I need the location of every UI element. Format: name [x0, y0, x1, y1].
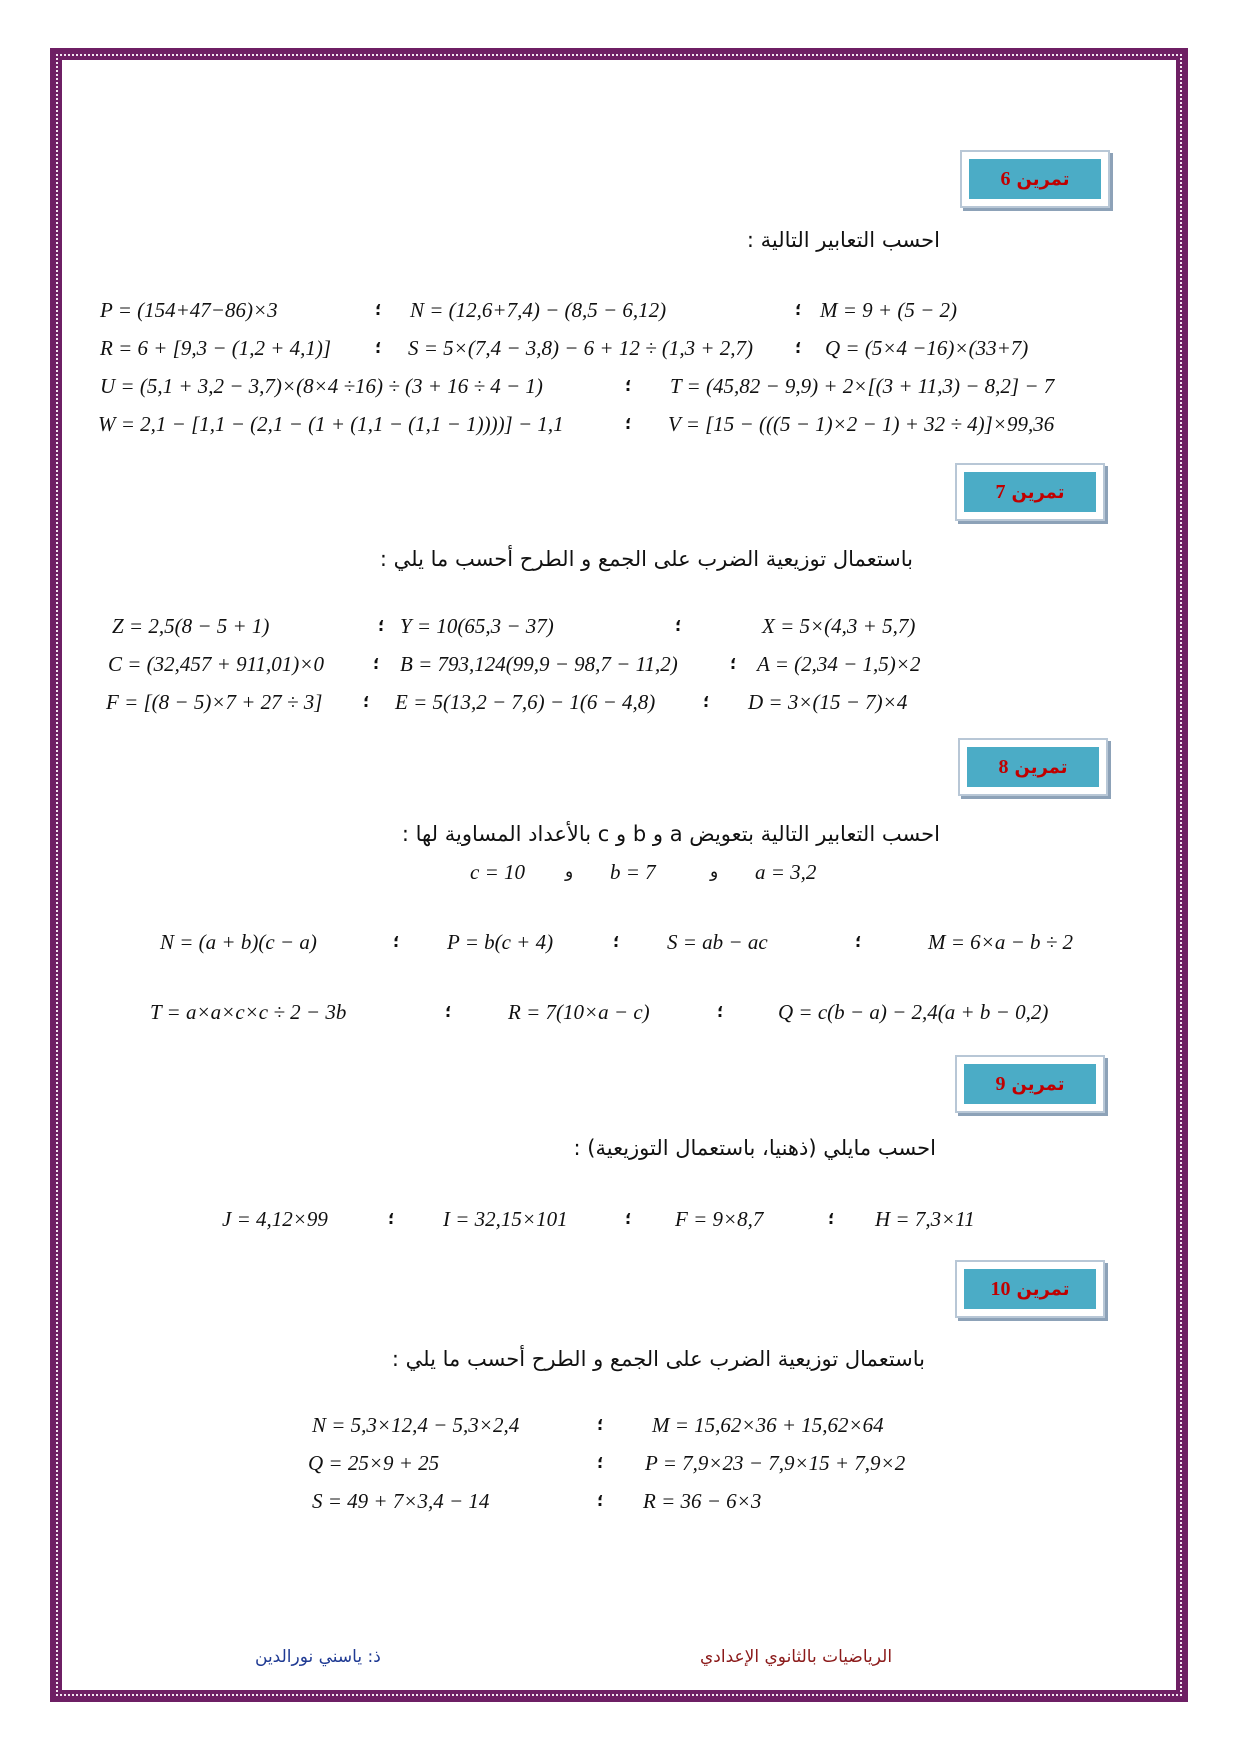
exercise-8-expr-Q: Q = c(b − a) − 2,4(a + b − 0,2): [778, 1000, 1049, 1024]
exercise-10-title-word: تمرين: [1016, 1278, 1070, 1300]
exercise-10-expr-M: M = 15,62×36 + 15,62×64: [652, 1413, 884, 1437]
exercise-6-expr-V: V = [15 − (((5 − 1)×2 − 1) + 32 ÷ 4)]×99,36: [668, 412, 1055, 436]
exercise-7-expr-B: B = 793,124(99,9 − 98,7 − 11,2): [400, 652, 678, 676]
exercise-9-title-box: [955, 1055, 1105, 1113]
exercise-6-expr-R: R = 6 + [9,3 − (1,2 + 4,1)]: [100, 336, 332, 360]
exercise-8-expr-P: P = b(c + 4): [447, 930, 554, 954]
exercise-8-and-1: و: [565, 862, 574, 882]
exercise-10-title-number: 10: [990, 1277, 1011, 1300]
exercise-8-value-a: a = 3,2: [755, 860, 817, 884]
exercise-9-expr-I: I = 32,15×101: [443, 1207, 568, 1231]
exercise-6-expr-M: M = 9 + (5 − 2): [820, 298, 957, 322]
separator: ؛: [445, 1002, 452, 1021]
exercise-9-expr-F: F = 9×8,7: [675, 1207, 764, 1231]
exercise-9-title-number: 9: [995, 1072, 1006, 1095]
exercise-7-title-number: 7: [995, 480, 1006, 503]
exercise-10-instruction: باستعمال توزيعية الضرب على الجمع و الطرح أحسب ما يلي :: [391, 1347, 925, 1371]
footer-subject: الرياضيات بالثانوي الإعدادي: [700, 1647, 893, 1667]
exercise-8-expr-T: T = a×a×c×c ÷ 2 − 3b: [150, 1000, 347, 1024]
exercise-6-title-number: 6: [1000, 167, 1011, 190]
exercise-10-title-box: [955, 1260, 1105, 1318]
exercise-10-expr-P: P = 7,9×23 − 7,9×15 + 7,9×2: [645, 1451, 906, 1475]
separator: ؛: [597, 1491, 604, 1510]
separator: ؛: [730, 654, 737, 673]
exercise-8-title-word: تمرين: [1014, 756, 1068, 778]
separator: ؛: [625, 414, 632, 433]
separator: ؛: [625, 1209, 632, 1228]
separator: ؛: [375, 338, 382, 357]
exercise-9-expr-J: J = 4,12×99: [222, 1207, 328, 1231]
exercise-6-expr-U: U = (5,1 + 3,2 − 3,7)×(8×4 ÷16) ÷ (3 + 16 ÷ 4 − 1): [100, 374, 543, 398]
exercise-8-expr-S: S = ab − ac: [667, 930, 768, 954]
exercise-6-title-box: [960, 150, 1110, 208]
exercise-8-value-c: c = 10: [470, 860, 525, 884]
exercise-6-instruction: احسب التعابير التالية :: [746, 228, 940, 252]
exercise-8-expr-M: M = 6×a − b ÷ 2: [928, 930, 1074, 954]
separator: ؛: [388, 1209, 395, 1228]
exercise-8-expr-N: N = (a + b)(c − a): [160, 930, 317, 954]
separator: ؛: [363, 692, 370, 711]
exercise-7-expr-A: A = (2,34 − 1,5)×2: [757, 652, 921, 676]
separator: ؛: [828, 1209, 835, 1228]
separator: ؛: [597, 1415, 604, 1434]
separator: ؛: [375, 300, 382, 319]
separator: ؛: [675, 616, 682, 635]
exercise-6-title-word: تمرين: [1016, 168, 1070, 190]
exercise-6-expr-N: N = (12,6+7,4) − (8,5 − 6,12): [410, 298, 667, 322]
exercise-7-expr-X: X = 5×(4,3 + 5,7): [762, 614, 916, 638]
separator: ؛: [625, 376, 632, 395]
exercise-7-expr-E: E = 5(13,2 − 7,6) − 1(6 − 4,8): [395, 690, 656, 714]
exercise-6-expr-W: W = 2,1 − [1,1 − (2,1 − (1 + (1,1 − (1,1 − 1))))] − 1,1: [98, 412, 564, 436]
exercise-7-expr-Y: Y = 10(65,3 − 37): [400, 614, 554, 638]
exercise-10-expr-R: R = 36 − 6×3: [643, 1489, 762, 1513]
separator: ؛: [597, 1453, 604, 1472]
exercise-9-instruction: احسب مايلي (ذهنيا، باستعمال التوزيعية) :: [573, 1136, 936, 1160]
exercise-8-and-2: و: [710, 862, 719, 882]
separator: ؛: [717, 1002, 724, 1021]
exercise-7-title-box: [955, 463, 1105, 521]
exercise-8-value-b: b = 7: [610, 860, 656, 884]
exercise-9-expr-H: H = 7,3×11: [875, 1207, 975, 1231]
exercise-8-expr-R: R = 7(10×a − c): [508, 1000, 650, 1024]
exercise-6-expr-S: S = 5×(7,4 − 3,8) − 6 + 12 ÷ (1,3 + 2,7): [408, 336, 754, 360]
exercise-6-expr-Q: Q = (5×4 −16)×(33+7): [825, 336, 1029, 360]
exercise-10-expr-N: N = 5,3×12,4 − 5,3×2,4: [312, 1413, 520, 1437]
separator: ؛: [855, 932, 862, 951]
exercise-7-expr-F: F = [(8 − 5)×7 + 27 ÷ 3]: [106, 690, 323, 714]
separator: ؛: [373, 654, 380, 673]
separator: ؛: [393, 932, 400, 951]
exercise-7-title-word: تمرين: [1011, 481, 1065, 503]
footer-author: ذ: ياسني نورالدين: [255, 1647, 381, 1667]
exercise-8-title-number: 8: [998, 755, 1009, 778]
separator: ؛: [613, 932, 620, 951]
exercise-10-expr-Q: Q = 25×9 + 25: [308, 1451, 440, 1475]
exercise-7-expr-D: D = 3×(15 − 7)×4: [748, 690, 908, 714]
exercise-6-expr-P: P = (154+47−86)×3: [100, 298, 278, 322]
exercise-8-instruction: احسب التعابير التالية بتعويض a و b و c بالأعداد المساوية لها :: [401, 822, 940, 846]
exercise-7-expr-C: C = (32,457 + 911,01)×0: [108, 652, 324, 676]
exercise-9-title-word: تمرين: [1011, 1073, 1065, 1095]
exercise-10-expr-S: S = 49 + 7×3,4 − 14: [312, 1489, 490, 1513]
exercise-8-title-box: [958, 738, 1108, 796]
separator: ؛: [378, 616, 385, 635]
exercise-7-expr-Z: Z = 2,5(8 − 5 + 1): [112, 614, 270, 638]
separator: ؛: [703, 692, 710, 711]
separator: ؛: [795, 300, 802, 319]
exercise-7-instruction: باستعمال توزيعية الضرب على الجمع و الطرح أحسب ما يلي :: [379, 547, 913, 571]
separator: ؛: [795, 338, 802, 357]
exercise-6-expr-T: T = (45,82 − 9,9) + 2×[(3 + 11,3) − 8,2] − 7: [670, 374, 1055, 398]
